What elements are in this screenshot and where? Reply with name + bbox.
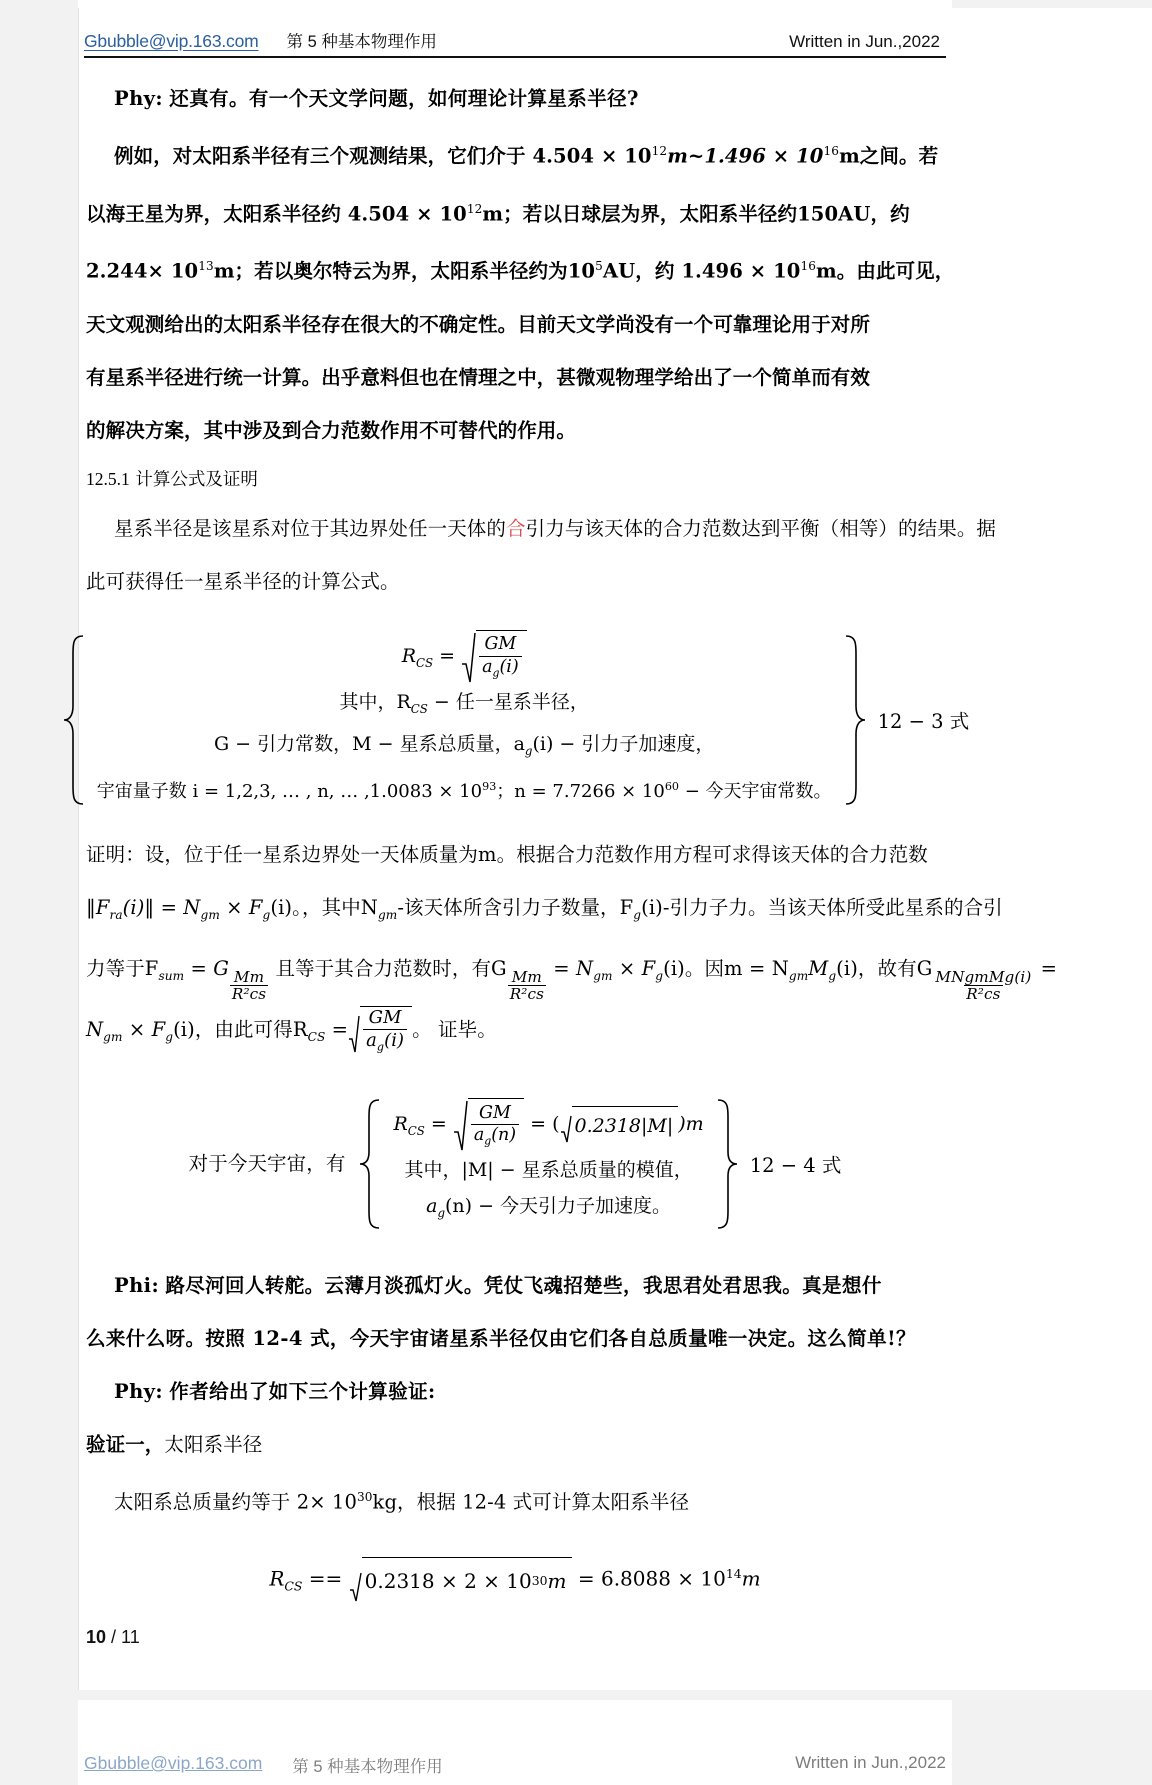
proof-l3-sub4: gm (788, 968, 809, 983)
p1l3-b: m；若以奥尔特云为界，太阳系半径约为10 (213, 259, 596, 283)
formula-12-4-tag: 12 − 4 式 (749, 1154, 842, 1178)
f123-frac-num: GM (484, 634, 517, 655)
proof-line-3 (86, 942, 1058, 1004)
proof-l3-b: = G (184, 956, 229, 980)
final-rhs-unit: m (741, 1566, 761, 1591)
proof-l2-a: ‖F (86, 896, 110, 920)
formula-12-3-line-2 (339, 684, 588, 727)
f123-fraction (479, 635, 522, 679)
proof-l4-sqrt (348, 1006, 412, 1054)
formula-12-4-main-equation (393, 1098, 703, 1152)
paragraph-1-line-3 (86, 240, 955, 298)
p1l3-exp1: 13 (198, 259, 214, 273)
paragraph-dialog-phy-2 (86, 1365, 944, 1418)
formula-block-12-3 (86, 626, 970, 815)
formula-12-3-left-brace (61, 626, 87, 815)
f124-frac-den-sub: g (484, 1134, 492, 1148)
next-header-document-title: 第 5 种基本物理作用 (292, 1758, 443, 1776)
page-content (78, 0, 1058, 1785)
v1l1-exp: 30 (356, 1489, 373, 1504)
proof-l3-frac1-num: Mm (233, 967, 265, 986)
f123-l3-a: G − 引力常数，M − 星系总质量，a (213, 733, 525, 756)
f123-radicand (476, 630, 527, 684)
page-number-footer (86, 1627, 140, 1648)
proof-l2-sub2: gm (200, 907, 220, 922)
radical-sign-icon (461, 630, 476, 684)
f123-frac-den-b: (i) (499, 656, 519, 677)
paragraph-1-line-5: 有星系半径进行统一计算。出乎意料但也在情理之中，甚微观物理学给出了一个简单而有效 (86, 365, 871, 389)
f124-l3-sub: g (437, 1205, 445, 1220)
formula-12-3-line-3 (214, 726, 714, 769)
f123-l4-a: 宇宙量子数 i = 1,2,3, … , n, … ,1.0083 × 10 (96, 781, 483, 803)
f124-rhs-tail: )m (678, 1112, 704, 1135)
f124-rhs-radicand: 0.2318|M| (572, 1106, 679, 1144)
speaker-label-phi: Phi: (114, 1273, 160, 1297)
paragraph-1-line-1 (86, 125, 944, 183)
proof-l2-sub5: g (633, 907, 642, 922)
formula-12-3-line-4 (97, 769, 832, 810)
f123-frac-den-sub: g (492, 666, 500, 680)
dialog-phy-1-text: 还真有。有一个天文学问题，如何理论计算星系半径? (169, 87, 639, 110)
formula-12-4-right-brace (714, 1094, 740, 1235)
f124-radicand (468, 1098, 524, 1152)
p1l1-exp2: 16 (823, 144, 840, 158)
paragraph-1-line-4: 天文观测给出的太阳系半径存在很大的不确定性。目前天文学尚没有一个可靠理论用于对所 (86, 312, 871, 336)
proof-l4-fraction (363, 1008, 407, 1054)
proof-l3-frac2-den: R²cs (509, 985, 544, 1004)
proof-l3-fraction-1 (230, 969, 268, 1003)
page-number-separator: / (106, 1627, 122, 1647)
running-header (78, 0, 952, 58)
proof-l4-e: 。 证毕。 (412, 1017, 497, 1041)
final-rhs: = 6.8088 × 10 (571, 1566, 726, 1591)
proof-l4-sub1: gm (103, 1029, 123, 1044)
proof-l4-frac-den-sub: g (376, 1040, 385, 1054)
f124-frac-den-a: a (473, 1125, 485, 1146)
left-gutter (0, 0, 79, 1785)
p1l1-a: 例如，对太阳系半径有三个观测结果，它们介于 4.504 × 10 (114, 144, 652, 168)
final-radicand (362, 1557, 572, 1603)
proof-l4-frac-den (363, 1029, 407, 1054)
proof-l3-sub1: sum (158, 968, 185, 983)
section-number: 12.5.1 (86, 468, 130, 489)
f124-lhs-sub: CS (407, 1123, 425, 1138)
proof-l4-d: = (325, 1017, 349, 1041)
proof-l3-f: (i)。因m = N (663, 956, 789, 980)
formula-12-3-lines (87, 626, 842, 815)
proof-l3-d: = N (547, 956, 594, 980)
f123-l3-sub: g (524, 744, 533, 759)
formula-12-3-tag: 12 − 3 式 (877, 709, 970, 733)
final-eq: == (308, 1566, 343, 1591)
proof-l4-a: N (86, 1017, 104, 1041)
formula-12-4-line-2: 其中，|M| − 星系总质量的模值， (404, 1158, 693, 1181)
p2l1-highlight: 合 (506, 516, 526, 540)
v1l1-b: kg，根据 12-4 式可计算太阳系半径 (372, 1490, 690, 1514)
verification-1-heading (86, 1418, 944, 1471)
f123-lhs: R (401, 644, 416, 667)
formula-block-12-4 (86, 1094, 944, 1235)
f123-l3-b: (i) − 引力子加速度， (532, 733, 715, 756)
next-header-written-date: Written in Jun.,2022 (795, 1753, 946, 1772)
proof-l2-d: (i)。，其中N (270, 896, 378, 920)
paragraph-1-line-6: 的解决方案，其中涉及到合力范数作用不可替代的作用。 (86, 418, 577, 442)
p1l1-exp1: 12 (651, 144, 668, 158)
p1l3-c: AU，约 1.496 × 10 (602, 259, 801, 283)
next-header-email-link[interactable]: Gbubble@vip.163.com (84, 1753, 263, 1773)
proof-l2-sub3: g (262, 907, 271, 922)
proof-l3-sub5: g (828, 968, 837, 983)
proof-l3-fraction-3 (933, 969, 1033, 1003)
f124-l3-a: a (426, 1194, 438, 1217)
proof-l2-b: (i)‖ = N (122, 896, 201, 920)
p1l3-exp3: 16 (800, 259, 817, 273)
f124-rhs-eq: = ( (530, 1112, 560, 1135)
formula-12-3-main-equation (402, 630, 527, 684)
radical-sign-icon (560, 1106, 572, 1144)
proof-l3-e: × F (612, 956, 656, 980)
proof-l3-g: M (808, 956, 829, 980)
proof-l3-sub2: gm (593, 968, 613, 983)
proof-l3-frac2-num: Mm (511, 967, 542, 986)
f123-l4-exp1: 93 (482, 780, 497, 794)
proof-line-4 (86, 1003, 944, 1064)
paragraph-dialog-phy-1 (86, 72, 944, 125)
verification-1-label: 验证一， (86, 1432, 165, 1456)
proof-l3-h: (i)，故有G (836, 956, 933, 980)
p1l3-a: 2.244× 10 (86, 259, 199, 283)
f124-rhs-sqrt (560, 1106, 679, 1144)
f123-lhs-sub: CS (416, 655, 434, 670)
p1l1-c: m之间。若 (839, 144, 939, 168)
radical-sign-icon (348, 1006, 360, 1054)
formula-12-4-line-3 (426, 1188, 671, 1231)
p1l2-b: m；若以日球层为界，太阳系半径约150AU，约 (482, 202, 910, 225)
final-rhs-exp: 14 (725, 1566, 742, 1582)
proof-line-1: 证明：设，位于任一星系边界处一天体质量为m。根据合力范数作用方程可求得该天体的合力范数 (86, 843, 928, 867)
proof-l4-frac-den-a: a (366, 1030, 377, 1052)
radical-sign-icon (453, 1098, 468, 1152)
f123-l2-a: 其中，R (339, 690, 411, 713)
f124-fraction (471, 1104, 519, 1148)
p1l3-exp2: 5 (595, 259, 603, 273)
section-heading-12-5-1 (86, 457, 944, 502)
formula-12-4-lines (383, 1094, 713, 1235)
body-area (78, 58, 1058, 1609)
header-written-date: Written in Jun.,2022 (789, 32, 940, 51)
proof-l4-b: × F (122, 1017, 166, 1041)
proof-l3-i: = (1034, 956, 1058, 980)
f123-frac-den-a: a (482, 656, 493, 677)
proof-l3-frac3-den: R²cs (966, 985, 1001, 1004)
p1l2-exp1: 12 (466, 201, 483, 216)
final-lhs: R (269, 1566, 285, 1591)
f124-frac-den (471, 1124, 519, 1148)
f123-l4-c: − 今天宇宙常数。 (679, 781, 832, 803)
final-display-formula (86, 1552, 944, 1609)
proof-l3-frac3-num: MNgmMg(i) (935, 967, 1032, 986)
speaker-label-phy-2: Phy: (114, 1379, 163, 1403)
paragraph-dialog-phi-line-2: 么来什么呀。按照 12-4 式，今天宇宙诸星系半径仅由它们各自总质量唯一决定。这么简单!？ (86, 1326, 916, 1350)
f123-l2-sub: CS (410, 701, 428, 716)
f124-frac-num: GM (479, 1102, 511, 1123)
p1l2-a: 以海王星为界，太阳系半径约 4.504 × 10 (86, 202, 467, 225)
radical-sign-icon (349, 1557, 362, 1603)
proof-l4-frac-num: GM (368, 1007, 402, 1029)
proof-l3-sub3: g (655, 968, 664, 983)
proof-l4-sub3: CS (307, 1029, 326, 1044)
p1l1-b: m~1.496 × 10 (667, 144, 824, 168)
p2l1-a: 星系半径是该星系对位于其边界处任一天体的 (114, 516, 507, 540)
formula-12-4-intro: 对于今天宇宙，有 (188, 1152, 346, 1176)
f123-l4-b: ；n = 7.7266 × 10 (496, 781, 665, 803)
f124-eq: = (430, 1112, 447, 1135)
proof-l2-f: (i)-引力子力。当该天体所受此星系的合引 (641, 896, 1003, 920)
final-rad-exp: 30 (531, 1573, 548, 1589)
speaker-label-phy: Phy: (114, 87, 163, 110)
paragraph-dialog-phi-line-1 (86, 1259, 944, 1312)
p1l3-d: m。由此可见， (816, 259, 955, 283)
f123-frac-den (479, 656, 522, 680)
dialog-phi-line-1-text: 路尽河回人转舵。云薄月淡孤灯火。凭仗飞魂招楚些，我思君处君思我。真是想什 (165, 1273, 882, 1297)
header-rule (84, 56, 946, 58)
proof-l3-frac1-den: R²cs (231, 985, 267, 1004)
next-page-running-header (84, 1753, 946, 1777)
proof-l3-a: 力等于F (86, 956, 159, 980)
final-rad-b: m (547, 1569, 567, 1594)
final-lhs-sub: CS (284, 1578, 303, 1594)
formula-12-3-right-brace (842, 626, 868, 815)
proof-l3-c: 且等于其合力范数时，有G (269, 956, 507, 980)
proof-l2-c: × F (219, 896, 263, 920)
f124-frac-den-b: (n) (491, 1125, 517, 1146)
verification-1-title: 太阳系半径 (164, 1432, 263, 1456)
v1l1-a: 太阳系总质量约等于 2× 10 (114, 1490, 357, 1514)
verification-1-line-1 (86, 1471, 944, 1529)
paragraph-2-line-1 (86, 502, 997, 555)
final-sqrt (349, 1557, 572, 1603)
proof-l4-c: (i)，由此可得R (173, 1017, 308, 1041)
section-title: 计算公式及证明 (135, 469, 258, 490)
proof-line-2 (86, 881, 1003, 942)
proof-l3-fraction-2 (508, 969, 546, 1003)
f124-l3-b: (n) − 今天引力子加速度。 (444, 1194, 672, 1217)
proof-l2-sub4: gm (377, 907, 398, 922)
proof-l4-frac-den-b: (i) (384, 1030, 405, 1052)
f123-eq: = (439, 644, 456, 667)
final-rad-a: 0.2318 × 2 × 10 (364, 1569, 532, 1594)
f124-lhs: R (393, 1112, 408, 1135)
formula-12-4-left-brace (357, 1094, 383, 1235)
page-number-current: 10 (86, 1627, 107, 1647)
p2l1-b: 引力与该天体的合力范数达到平衡（相等）的结果。据 (525, 516, 997, 540)
paragraph-2-line-2: 此可获得任一星系半径的计算公式。 (86, 569, 400, 593)
header-email-link[interactable]: Gbubble@vip.163.com (84, 31, 259, 51)
proof-l4-radicand (360, 1006, 412, 1054)
proof-l4-sub2: g (165, 1029, 174, 1044)
paragraph-1-line-2 (86, 183, 944, 241)
f123-l4-exp2: 60 (664, 780, 680, 794)
f124-sqrt (453, 1098, 524, 1152)
page-number-total: 11 (121, 1627, 140, 1647)
proof-l2-sub1: ra (109, 907, 123, 922)
dialog-phy-2-text: 作者给出了如下三个计算验证: (169, 1379, 436, 1403)
f123-l2-b: − 任一星系半径， (427, 690, 589, 713)
proof-l2-e: -该天体所含引力子数量，F (397, 896, 634, 920)
f123-sqrt (461, 630, 527, 684)
header-document-title: 第 5 种基本物理作用 (286, 33, 437, 51)
